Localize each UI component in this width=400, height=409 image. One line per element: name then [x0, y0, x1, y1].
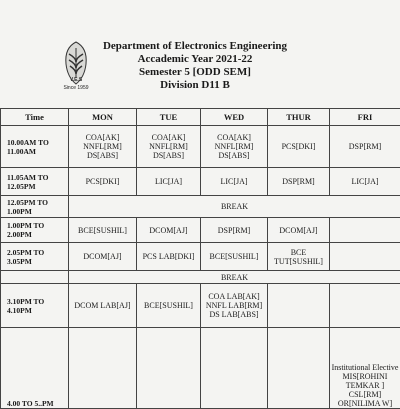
break-cell: BREAK [69, 196, 400, 218]
subject-line: COA[AK] [70, 133, 135, 142]
class-cell-fri [330, 328, 400, 409]
subject-line: COA[AK] [202, 133, 266, 142]
subject-line: OR[NILIMA W] [331, 399, 399, 408]
logo-letters: V.E.S [70, 77, 83, 83]
class-cell-tue [137, 243, 201, 271]
class-cell-fri [330, 243, 400, 271]
time-line: 12.05PM TO [7, 198, 67, 207]
time-line: 1.00PM [7, 207, 67, 216]
subject-line: DS[ABS] [138, 151, 199, 160]
subject-line: LIC[JA] [202, 177, 266, 186]
class-cell-wed [201, 284, 268, 328]
subject-line: CSL[RM] [331, 390, 399, 399]
time-slot [1, 243, 69, 271]
time-line: 10.00AM TO [7, 138, 67, 147]
class-cell-thur [268, 218, 330, 243]
subject-line: BCE[SUSHIL] [70, 226, 135, 235]
class-cell-mon [69, 328, 137, 409]
subject-line: Institutional Elective [331, 363, 399, 372]
timetable-row [1, 284, 400, 328]
subject-line: DCOM[AJ] [70, 252, 135, 261]
subject-line: BCE[SUSHIL] [138, 301, 199, 310]
time-line: 12.05PM [7, 182, 67, 191]
subject-line: DS[ABS] [70, 151, 135, 160]
class-cell-thur [268, 126, 330, 168]
subject-line: TEMKAR ] [331, 381, 399, 390]
subject-line: DCOM[AJ] [138, 226, 199, 235]
time-line: 1.00PM TO [7, 221, 67, 230]
timetable-row [1, 218, 400, 243]
subject-line: BCE[SUSHIL] [202, 252, 266, 261]
column-header-time: Time [1, 109, 69, 126]
subject-line: COA[AK] [138, 133, 199, 142]
subject-line: DCOM[AJ] [269, 226, 328, 235]
class-cell-tue [137, 284, 201, 328]
class-cell-fri [330, 168, 400, 196]
class-cell-mon [69, 284, 137, 328]
timetable-row [1, 168, 400, 196]
subject-line: DS LAB[ABS] [202, 310, 266, 319]
class-cell-thur [268, 328, 330, 409]
class-cell-tue [137, 218, 201, 243]
subject-line: PCS[DKI] [70, 177, 135, 186]
class-cell-mon [69, 126, 137, 168]
subject-line: DSP[RM] [331, 142, 399, 151]
department-title: Department of Electronics Engineering [95, 40, 295, 53]
subject-line: MIS[ROHINI [331, 372, 399, 381]
subject-line: NNFL LAB[RM] [202, 301, 266, 310]
class-cell-wed [201, 126, 268, 168]
time-slot [1, 126, 69, 168]
subject-line: DSP[RM] [269, 177, 328, 186]
time-line: 11.00AM [7, 147, 67, 156]
time-line: 3.05PM [7, 257, 67, 266]
semester: Semester 5 [ODD SEM] [95, 66, 295, 79]
time-line: 3.10PM TO [7, 297, 67, 306]
class-cell-mon [69, 243, 137, 271]
subject-line: NNFL[RM] [138, 142, 199, 151]
subject-line: BCE [269, 248, 328, 257]
college-logo [62, 40, 90, 102]
time-slot [1, 218, 69, 243]
timetable-row [1, 328, 400, 409]
logo-since: Since 1959 [62, 85, 90, 91]
subject-line: TUT[SUSHIL] [269, 257, 328, 266]
time-slot [1, 284, 69, 328]
book-shield-icon [62, 40, 90, 86]
column-header-wed: WED [201, 109, 268, 126]
timetable-row [1, 243, 400, 271]
subject-line: DSP[RM] [202, 226, 266, 235]
subject-line: PCS[DKI] [269, 142, 328, 151]
subject-line: DS[ABS] [202, 151, 266, 160]
class-cell-wed [201, 328, 268, 409]
column-header-tue: TUE [137, 109, 201, 126]
class-cell-tue [137, 328, 201, 409]
column-header-fri: FRI [330, 109, 400, 126]
class-cell-tue [137, 126, 201, 168]
timetable-row [1, 126, 400, 168]
time-slot-empty [1, 271, 69, 284]
class-cell-wed [201, 218, 268, 243]
break-cell: BREAK [69, 271, 400, 284]
subject-line: LIC[JA] [138, 177, 199, 186]
timetable-row [1, 271, 400, 284]
time-slot [1, 196, 69, 218]
class-cell-wed [201, 243, 268, 271]
subject-line: NNFL[RM] [70, 142, 135, 151]
subject-line: PCS LAB[DKI] [138, 252, 199, 261]
time-slot [1, 328, 69, 409]
time-line: 4.00 TO 5..PM [7, 399, 67, 408]
time-line: 4.10PM [7, 306, 67, 315]
class-cell-fri [330, 218, 400, 243]
timetable [0, 108, 400, 409]
subject-line: NNFL[RM] [202, 142, 266, 151]
timetable-header [0, 0, 400, 106]
class-cell-wed [201, 168, 268, 196]
subject-line: COA LAB[AK] [202, 292, 266, 301]
division: Division D11 B [95, 79, 295, 92]
timetable-row [1, 196, 400, 218]
class-cell-fri [330, 126, 400, 168]
class-cell-mon [69, 218, 137, 243]
class-cell-fri [330, 284, 400, 328]
time-line: 11.05AM TO [7, 173, 67, 182]
column-header-thur: THUR [268, 109, 330, 126]
class-cell-thur [268, 243, 330, 271]
column-header-mon: MON [69, 109, 137, 126]
subject-line: DCOM LAB[AJ] [70, 301, 135, 310]
time-line: 2.00PM [7, 230, 67, 239]
class-cell-thur [268, 284, 330, 328]
time-line: 2.05PM TO [7, 248, 67, 257]
class-cell-thur [268, 168, 330, 196]
class-cell-tue [137, 168, 201, 196]
academic-year: Accademic Year 2021-22 [95, 53, 295, 66]
subject-line: LIC[JA] [331, 177, 399, 186]
time-slot [1, 168, 69, 196]
class-cell-mon [69, 168, 137, 196]
